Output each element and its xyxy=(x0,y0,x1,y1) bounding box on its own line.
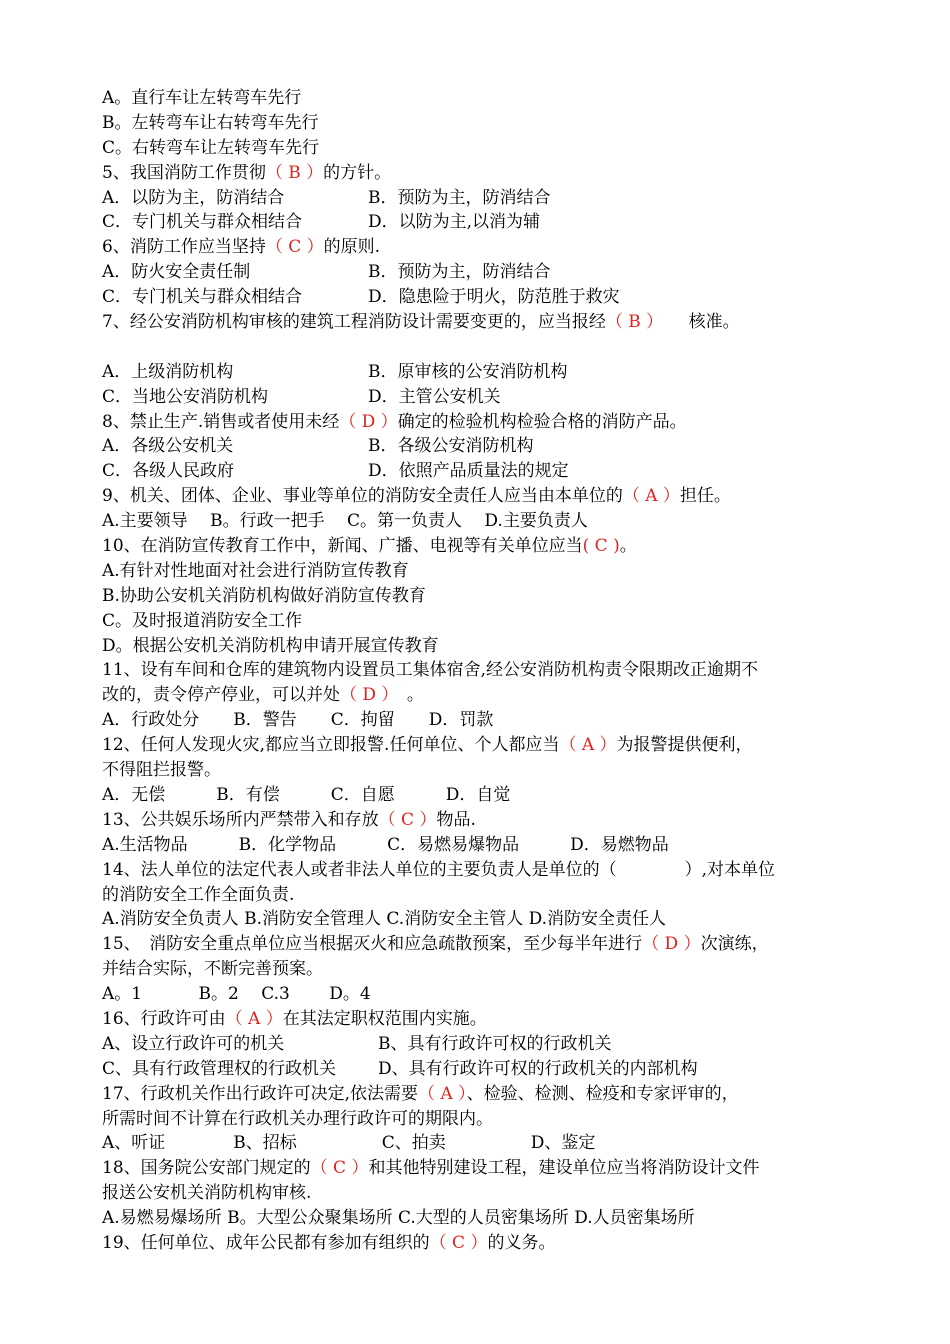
option-line: C。右转弯车让左转弯车先行 xyxy=(102,137,320,158)
options-row: A.生活物品 B．化学物品 C．易燃易爆物品 D．易燃物品 xyxy=(102,834,669,855)
option-b: B．原审核的公安消防机构 xyxy=(368,361,568,382)
question-16: 16、行政许可由（ A ）在其法定职权范围内实施。 xyxy=(102,1008,487,1029)
question-15: 15、 消防安全重点单位应当根据灭火和应急疏散预案，至少每半年进行（ D ）次演练， xyxy=(102,934,769,955)
option-a: A．上级消防机构 xyxy=(102,361,234,382)
question-18: 18、国务院公安部门规定的（ C ）和其他特别建设工程，建设单位应当将消防设计文件 xyxy=(102,1158,760,1179)
options-row xyxy=(102,210,862,235)
options-row: A．行政处分 B．警告 C．拘留 D．罚款 xyxy=(102,710,494,731)
option-a: A．防火安全责任制 xyxy=(102,262,251,283)
option-a: A.有针对性地面对社会进行消防宣传教育 xyxy=(102,560,409,581)
question-5: 5、我国消防工作贯彻（ B ）的方针。 xyxy=(102,162,392,183)
answer-mark: （ B ） xyxy=(265,162,324,183)
options-row xyxy=(102,186,862,211)
option-b: B.协助公安机关消防机构做好消防宣传教育 xyxy=(102,585,426,606)
question-13: 13、公共娱乐场所内严禁带入和存放（ C ）物品. xyxy=(102,809,476,830)
answer-mark: ( C ) xyxy=(582,536,620,557)
option-b: B．各级公安消防机构 xyxy=(368,436,534,457)
options-row xyxy=(102,385,862,410)
options-row xyxy=(102,360,862,385)
question-7: 7、经公安消防机构审核的建筑工程消防设计需要变更的，应当报经（ B ） 核准。 xyxy=(102,312,740,333)
option-c: C。及时报道消防安全工作 xyxy=(102,610,303,631)
option-c: C．专门机关与群众相结合 xyxy=(102,212,303,233)
answer-mark: （ C ） xyxy=(310,1158,369,1179)
answer-mark: （ A ） xyxy=(622,486,680,507)
options-row xyxy=(102,434,862,459)
option-a: A、设立行政许可的机关 xyxy=(102,1033,285,1054)
answer-mark: （ D ） xyxy=(340,685,390,706)
answer-mark: （ A ） xyxy=(225,1008,283,1029)
question-12: 12、任何人发现火灾,都应当立即报警.任何单位、个人都应当（ A ）为报警提供便利， xyxy=(102,735,753,756)
spacer xyxy=(102,335,862,360)
answer-mark: （ C ） xyxy=(378,809,437,830)
option-c: C．各级人民政府 xyxy=(102,461,235,482)
answer-mark: （ A ） xyxy=(418,1083,467,1104)
question-14-line-1: 14、法人单位的法定代表人或者非法人单位的主要负责人是单位的（ ）,对本单位 xyxy=(102,859,776,880)
question-10: 10、在消防宣传教育工作中，新闻、广播、电视等有关单位应当( C )。 xyxy=(102,536,637,557)
option-a: A．以防为主，防消结合 xyxy=(102,187,285,208)
options-row: A.消防安全负责人 B.消防安全管理人 C.消防安全主管人 D.消防安全责任人 xyxy=(102,909,667,930)
answer-mark: （ C ） xyxy=(429,1232,488,1253)
question-8: 8、禁止生产.销售或者使用未经（ D ）确定的检验机构检验合格的消防产品。 xyxy=(102,411,687,432)
options-row xyxy=(102,459,862,484)
question-11-line-1: 11、设有车间和仓库的建筑物内设置员工集体宿舍,经公安消防机构责令限期改正逾期不 xyxy=(102,660,759,681)
answer-mark: （ D ） xyxy=(642,934,701,955)
option-d: D、具有行政许可权的行政机关的内部机构 xyxy=(378,1058,698,1079)
options-row: A．无偿 B．有偿 C．自愿 D．自觉 xyxy=(102,784,511,805)
option-d: D．以防为主,以消为辅 xyxy=(368,212,541,233)
option-b: B、具有行政许可权的行政机关 xyxy=(378,1033,612,1054)
option-d: D。根据公安机关消防机构申请开展宣传教育 xyxy=(102,635,439,656)
options-row xyxy=(102,260,862,285)
option-d: D．主管公安机关 xyxy=(368,386,501,407)
question-19: 19、任何单位、成年公民都有参加有组织的（ C ）的义务。 xyxy=(102,1232,556,1253)
question-14-line-2: 的消防安全工作全面负责. xyxy=(102,884,295,905)
options-row: A.主要领导 B。行政一把手 C。第一负责人 D.主要负责人 xyxy=(102,511,588,532)
options-row xyxy=(102,1032,862,1057)
answer-mark: （ D ） xyxy=(339,411,398,432)
question-17: 17、行政机关作出行政许可决定,依法需要（ A ）、检验、检测、检疫和专家评审的， xyxy=(102,1083,739,1104)
answer-mark: （ A ） xyxy=(559,735,617,756)
option-d: D．依照产品质量法的规定 xyxy=(368,461,569,482)
question-12-line-2: 不得阻拦报警。 xyxy=(102,760,221,781)
answer-mark: （ B ） xyxy=(605,312,655,333)
question-17-line-2: 所需时间不计算在行政机关办理行政许可的期限内。 xyxy=(102,1108,493,1129)
option-d: D．隐患险于明火，防范胜于救灾 xyxy=(368,287,620,308)
document-page xyxy=(102,86,862,1256)
option-line: A。直行车让左转弯车先行 xyxy=(102,88,302,108)
options-row: A。1 B。2 C.3 D。4 xyxy=(102,984,371,1005)
options-row: A.易燃易爆场所 B。大型公众聚集场所 C.大型的人员密集场所 D.人员密集场所 xyxy=(102,1208,695,1229)
option-b: B．预防为主，防消结合 xyxy=(368,262,551,283)
option-line: B。左转弯车让右转弯车先行 xyxy=(102,112,319,133)
answer-mark: （ C ） xyxy=(265,237,324,258)
option-b: B．预防为主，防消结合 xyxy=(368,187,551,208)
option-c: C．专门机关与群众相结合 xyxy=(102,287,303,308)
question-18-line-2: 报送公安机关消防机构审核. xyxy=(102,1183,312,1204)
option-c: C．当地公安消防机构 xyxy=(102,386,269,407)
option-a: A．各级公安机关 xyxy=(102,436,234,457)
question-11-line-2: 改的，责令停产停业，可以并处（ D ） 。 xyxy=(102,685,424,706)
option-c: C、具有行政管理权的行政机关 xyxy=(102,1058,337,1079)
question-15-line-2: 并结合实际，不断完善预案。 xyxy=(102,959,323,980)
options-row: A、听证 B、招标 C、拍卖 D、鉴定 xyxy=(102,1133,596,1154)
question-9: 9、机关、团体、企业、事业等单位的消防安全责任人应当由本单位的（ A ）担任。 xyxy=(102,486,731,507)
options-row xyxy=(102,1057,862,1082)
options-row xyxy=(102,285,862,310)
question-6: 6、消防工作应当坚持（ C ）的原则. xyxy=(102,237,381,258)
